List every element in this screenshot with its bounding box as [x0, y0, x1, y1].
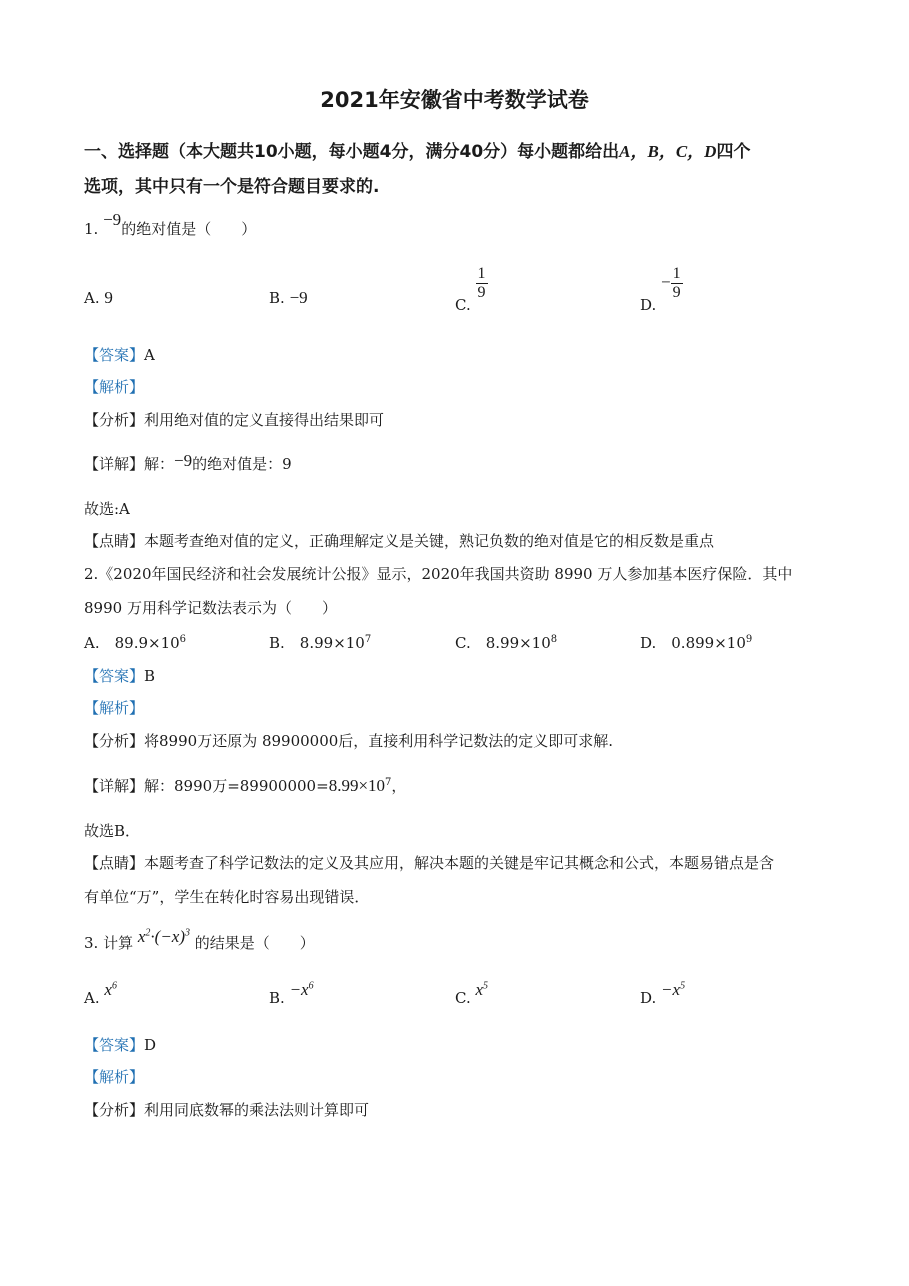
- q3-number: 3. 计算: [84, 934, 134, 952]
- fenxi-label: 【分析】: [84, 1101, 145, 1119]
- fraction-numerator: 1: [477, 265, 486, 282]
- q2-option-b: [269, 632, 371, 653]
- option-value: −9: [289, 288, 308, 307]
- option-letter: D.: [640, 295, 657, 314]
- q1-number: 1.: [84, 220, 99, 238]
- detail-text: 解：8990万=89900000=: [144, 777, 329, 795]
- option-letter: A.: [84, 989, 100, 1007]
- option-exponent: 8: [550, 634, 558, 645]
- option-exponent: 9: [745, 634, 753, 645]
- q2-answer: [84, 665, 155, 686]
- q1-detail: [84, 453, 292, 474]
- q2-dianjing-line1: [84, 852, 774, 873]
- option-text: B. 8.99×10: [269, 634, 365, 652]
- q2-option-d: [640, 632, 752, 653]
- q1-dianjing: [84, 530, 714, 551]
- fenxi-text: 利用绝对值的定义直接得出结果即可: [144, 411, 385, 429]
- fraction-numerator: 1: [672, 265, 681, 282]
- option-letter: D.: [640, 989, 657, 1007]
- q1-analysis-label: 【解析】: [84, 378, 145, 396]
- q1-stem: [84, 210, 257, 239]
- q1-fenxi: [84, 409, 384, 430]
- detail-exponent: 7: [385, 777, 392, 788]
- q3-option-b: B. $-x^6$: [269, 980, 314, 1007]
- dianjing-text: 本题考查了科学记数法的定义及其应用，解决本题的关键是牢记其概念和公式，本题易错点是含: [144, 854, 775, 872]
- page-title: 2021年安徽省中考数学试卷: [320, 88, 589, 112]
- detail-label: 【详解】: [84, 777, 145, 795]
- dianjing-label: 【点睛】: [84, 532, 145, 550]
- answer-value: A: [144, 346, 155, 364]
- option-letter: B.: [269, 989, 285, 1007]
- q1-option-b: [269, 288, 308, 308]
- q3-expression: $x^2\cdot(-x)^3$: [137, 927, 191, 946]
- q3-option-d: D. $-x^5$: [640, 980, 686, 1007]
- q1-option-c: [455, 265, 488, 314]
- answer-value: B: [144, 667, 156, 685]
- detail-text: 解：: [144, 455, 175, 473]
- option-exponent: 6: [179, 634, 187, 645]
- answer-value: D: [144, 1036, 157, 1054]
- q2-option-a: [84, 632, 186, 653]
- option-text: D. 0.899×10: [640, 634, 746, 652]
- fraction-denominator: 9: [477, 284, 486, 301]
- answer-label: 【答案】: [84, 346, 145, 364]
- answer-label: 【答案】: [84, 1036, 145, 1054]
- fraction-denominator: 9: [672, 284, 681, 301]
- q2-stem-line2: 8990 万用科学记数法表示为（ ）: [84, 599, 337, 617]
- detail-text-2: 的绝对值是：9: [192, 455, 292, 473]
- q1-option-a: [84, 288, 113, 308]
- option-sign: −: [661, 272, 671, 292]
- fenxi-text: 利用同底数幂的乘法法则计算即可: [144, 1101, 370, 1119]
- q1-option-d: [640, 265, 683, 314]
- option-text: A. 89.9×10: [84, 634, 180, 652]
- fenxi-text: 将8990万还原为 89900000后，直接利用科学记数法的定义即可求解.: [144, 732, 614, 750]
- option-letter: B.: [269, 289, 285, 307]
- fraction: [476, 265, 488, 302]
- answer-label: 【答案】: [84, 667, 145, 685]
- q3-stem-text: 的结果是（ ）: [194, 934, 315, 952]
- option-text: C. 8.99×10: [455, 634, 551, 652]
- section-heading-suffix: 四个: [716, 142, 751, 162]
- fenxi-label: 【分析】: [84, 411, 145, 429]
- option-letter: C.: [455, 295, 471, 314]
- q3-option-c: C. $x^5$: [455, 980, 489, 1007]
- option-value: 9: [104, 288, 113, 307]
- q2-detail: [84, 775, 406, 796]
- section-heading-options: A，B，C，D: [619, 142, 717, 161]
- dianjing-label: 【点睛】: [84, 854, 145, 872]
- detail-text-2: ，: [391, 777, 407, 795]
- q1-expression: −9: [103, 210, 122, 229]
- q3-stem: [84, 927, 315, 953]
- q2-stem-line1: 2.《2020年国民经济和社会发展统计公报》显示，2020年我国共资助 8990 万人参加基本医疗保险．其中: [84, 565, 793, 583]
- section-heading-line2: 选项，其中只有一个是符合题目要求的.: [84, 177, 380, 197]
- q3-answer: [84, 1034, 156, 1055]
- q3-analysis-label: 【解析】: [84, 1068, 145, 1086]
- q2-analysis-label: 【解析】: [84, 699, 145, 717]
- q2-dianjing-line2: 有单位“万”，学生在转化时容易出现错误．: [84, 888, 370, 906]
- q2-fenxi: [84, 730, 613, 751]
- dianjing-text: 本题考查绝对值的定义，正确理解定义是关键，熟记负数的绝对值是它的相反数是重点: [144, 532, 715, 550]
- q3-option-a: A. $x^6$: [84, 980, 117, 1007]
- q1-conclusion: 故选:A: [84, 500, 130, 518]
- detail-label: 【详解】: [84, 455, 145, 473]
- option-letter: C.: [455, 989, 471, 1007]
- q3-fenxi: [84, 1099, 369, 1120]
- q2-option-c: [455, 632, 557, 653]
- q1-answer: [84, 344, 155, 365]
- option-letter: A.: [84, 289, 100, 307]
- detail-expression: −9: [174, 451, 193, 470]
- option-exponent: 7: [364, 634, 372, 645]
- section-heading-line1: [84, 137, 750, 162]
- fraction: [671, 265, 683, 302]
- detail-expression: 8.99×10: [328, 776, 386, 795]
- section-heading-text: 一、选择题（本大题共10小题，每小题4分，满分40分）每小题都给出: [84, 142, 620, 162]
- fenxi-label: 【分析】: [84, 732, 145, 750]
- q1-stem-text: 的绝对值是（ ）: [121, 220, 257, 238]
- q2-conclusion: 故选B．: [84, 822, 141, 840]
